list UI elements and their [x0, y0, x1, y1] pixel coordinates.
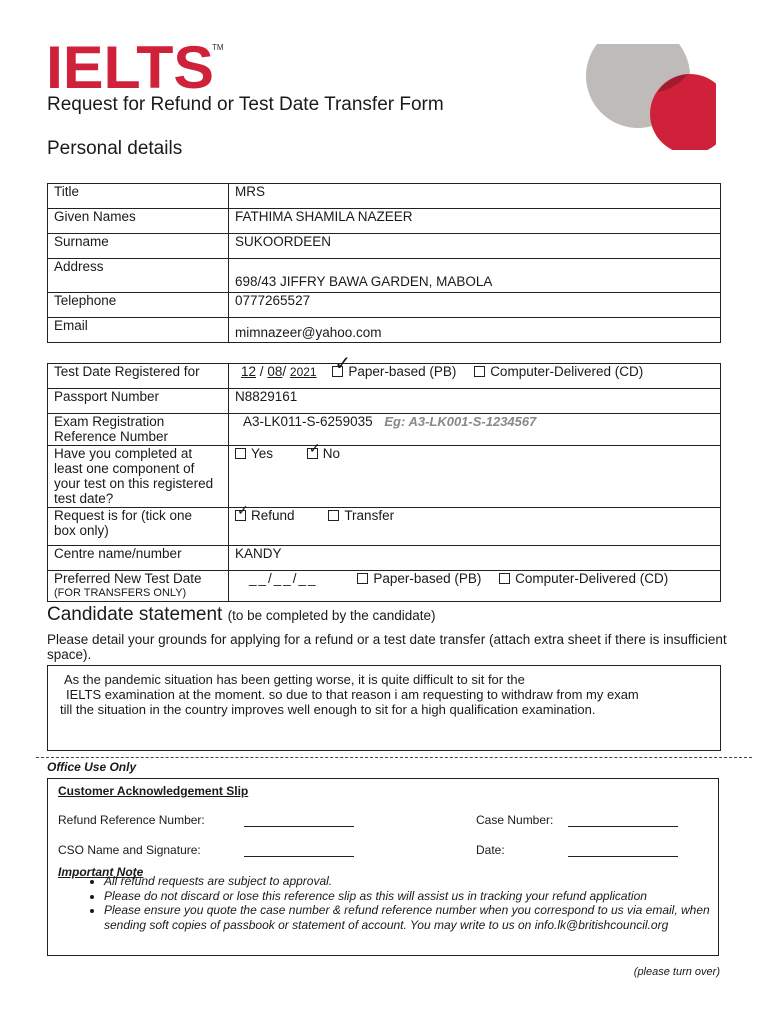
table-row: [48, 364, 721, 389]
refund-ref-line: [244, 826, 354, 827]
preferred-date-blank[interactable]: __/__/__: [249, 571, 318, 586]
exam-ref-label-line-1: Exam Registration: [54, 414, 165, 429]
candidate-statement-subtitle: (to be completed by the candidate): [227, 608, 436, 623]
logo-tm: TM: [212, 43, 224, 52]
statement-box[interactable]: [47, 665, 721, 751]
refund-checkbox[interactable]: [235, 502, 249, 521]
paper-based-checkbox[interactable]: [332, 353, 352, 377]
table-row: [48, 414, 721, 446]
yes-label: Yes: [251, 446, 274, 461]
exam-ref-cell: [229, 414, 721, 446]
date-label: Date:: [476, 843, 505, 857]
transfer-label: Transfer: [344, 508, 395, 523]
tick-mark: ✓: [237, 502, 249, 518]
exam-ref-label: [48, 414, 229, 446]
request-label-line-2: box only): [54, 523, 109, 538]
turn-over-note: (please turn over): [633, 966, 720, 978]
no-label: No: [322, 446, 341, 461]
test-date-day: 12: [241, 364, 257, 379]
form-title: Request for Refund or Test Date Transfer Form: [47, 94, 444, 115]
table-row: [48, 446, 721, 508]
cso-name-line: [244, 856, 354, 857]
preferred-label: [48, 571, 229, 602]
date-line: [568, 856, 678, 857]
given-names-label: Given Names: [48, 209, 229, 234]
statement-line-3: till the situation in the country improves well enough to sit for a high qualification examination.: [60, 702, 596, 717]
exam-ref-value: A3-LK011-S-6259035: [243, 414, 373, 429]
statement-line-1: As the pandemic situation has been getting worse, it is quite difficult to sit for the: [64, 672, 525, 687]
passport-value: N8829161: [229, 389, 721, 414]
telephone-value: 0777265527: [229, 293, 721, 318]
preferred-computer-checkbox[interactable]: [499, 573, 510, 584]
surname-value: SUKOORDEEN: [229, 234, 721, 259]
table-row: [48, 293, 721, 318]
passport-label: Passport Number: [48, 389, 229, 414]
test-date-sep-2: /: [282, 364, 287, 379]
email-label: Email: [48, 318, 229, 343]
no-checkbox[interactable]: [307, 440, 321, 459]
case-number-line: [568, 826, 678, 827]
computer-delivered-label: Computer-Delivered (CD): [490, 364, 644, 379]
table-row: [48, 259, 721, 293]
cso-name-label: CSO Name and Signature:: [58, 843, 201, 857]
completed-label-line-1: Have you completed at: [54, 446, 193, 461]
completed-label-line-4: test date?: [54, 491, 114, 506]
exam-ref-hint: Eg: A3-LK001-S-1234567: [384, 414, 537, 429]
table-row: [48, 571, 721, 602]
candidate-statement-title: Candidate statement: [47, 604, 223, 625]
list-item: • All refund requests are subject to approval.: [104, 874, 714, 889]
completed-cell: [229, 440, 721, 508]
tick-mark: ✓: [308, 440, 321, 456]
table-row: [48, 234, 721, 259]
preferred-paper-checkbox[interactable]: [357, 573, 368, 584]
centre-label: Centre name/number: [48, 546, 229, 571]
telephone-label: Telephone: [48, 293, 229, 318]
transfer-checkbox[interactable]: [328, 510, 339, 521]
test-date-year: 2021: [289, 365, 317, 379]
decorative-circles: [584, 44, 716, 150]
preferred-label-line-1: Preferred New Test Date: [54, 571, 202, 586]
candidate-statement-heading: [47, 604, 436, 626]
table-row: [48, 209, 721, 234]
test-date-sep-1: /: [259, 364, 264, 379]
refund-label: Refund: [251, 508, 295, 523]
test-date-month: 08: [267, 364, 283, 379]
list-item: • Please ensure you quote the case number & refund reference number when you correspond to us via email, when sending soft copies of passbook or statement of account. You may write to us on info.lk@britishcouncil.org: [104, 903, 714, 932]
candidate-intro: Please detail your grounds for applying for a refund or a test date transfer (attach extra sheet if there is insufficient space).: [47, 632, 727, 662]
paper-based-label: Paper-based (PB): [348, 364, 457, 379]
preferred-paper-label: Paper-based (PB): [373, 571, 482, 586]
table-row: [48, 389, 721, 414]
refund-ref-label: Refund Reference Number:: [58, 813, 205, 827]
completed-label: [48, 446, 229, 508]
important-note-heading: Important Note: [58, 865, 144, 879]
personal-details-table: [47, 183, 721, 343]
address-value: 698/43 JIFFRY BAWA GARDEN, MABOLA: [229, 259, 721, 293]
preferred-computer-label: Computer-Delivered (CD): [515, 571, 669, 586]
test-date-cell: [229, 353, 721, 389]
address-label: Address: [48, 259, 229, 293]
table-row: [48, 318, 721, 343]
preferred-label-line-2: (FOR TRANSFERS ONLY): [54, 587, 187, 599]
surname-label: Surname: [48, 234, 229, 259]
table-row: [48, 508, 721, 546]
request-cell: [229, 502, 721, 546]
email-value: mimnazeer@yahoo.com: [229, 318, 721, 343]
list-item: • Please do not discard or lose this reference slip as this will assist us in tracking your refund application: [104, 889, 714, 904]
title-value: MRS: [229, 184, 721, 209]
table-row: [48, 184, 721, 209]
cut-line: [36, 757, 752, 758]
test-date-label: Test Date Registered for: [48, 364, 229, 389]
notes-list: [74, 874, 714, 932]
given-names-value: FATHIMA SHAMILA NAZEER: [229, 209, 721, 234]
case-number-label: Case Number:: [476, 813, 554, 827]
computer-delivered-checkbox[interactable]: [474, 366, 485, 377]
logo-text: IELTS: [46, 40, 215, 92]
table-row: [48, 546, 721, 571]
title-label: Title: [48, 184, 229, 209]
request-label: [48, 508, 229, 546]
centre-value: KANDY: [229, 546, 721, 571]
statement-line-2: IELTS examination at the moment. so due to that reason i am requesting to withdraw from my exam: [66, 687, 639, 702]
completed-label-line-2: least one component of: [54, 461, 195, 476]
acknowledgement-slip: [47, 778, 719, 956]
tick-mark: ✓: [334, 353, 352, 375]
preferred-cell: [229, 571, 721, 602]
yes-checkbox[interactable]: [235, 448, 246, 459]
test-details-table: [47, 353, 721, 602]
personal-details-heading: Personal details: [47, 138, 183, 159]
slip-title: Customer Acknowledgement Slip: [58, 784, 249, 798]
office-use-title: Office Use Only: [47, 760, 137, 774]
completed-label-line-3: your test on this registered: [54, 476, 214, 491]
exam-ref-label-line-2: Reference Number: [54, 429, 169, 444]
ielts-logo: [46, 40, 226, 92]
request-label-line-1: Request is for (tick one: [54, 508, 193, 523]
